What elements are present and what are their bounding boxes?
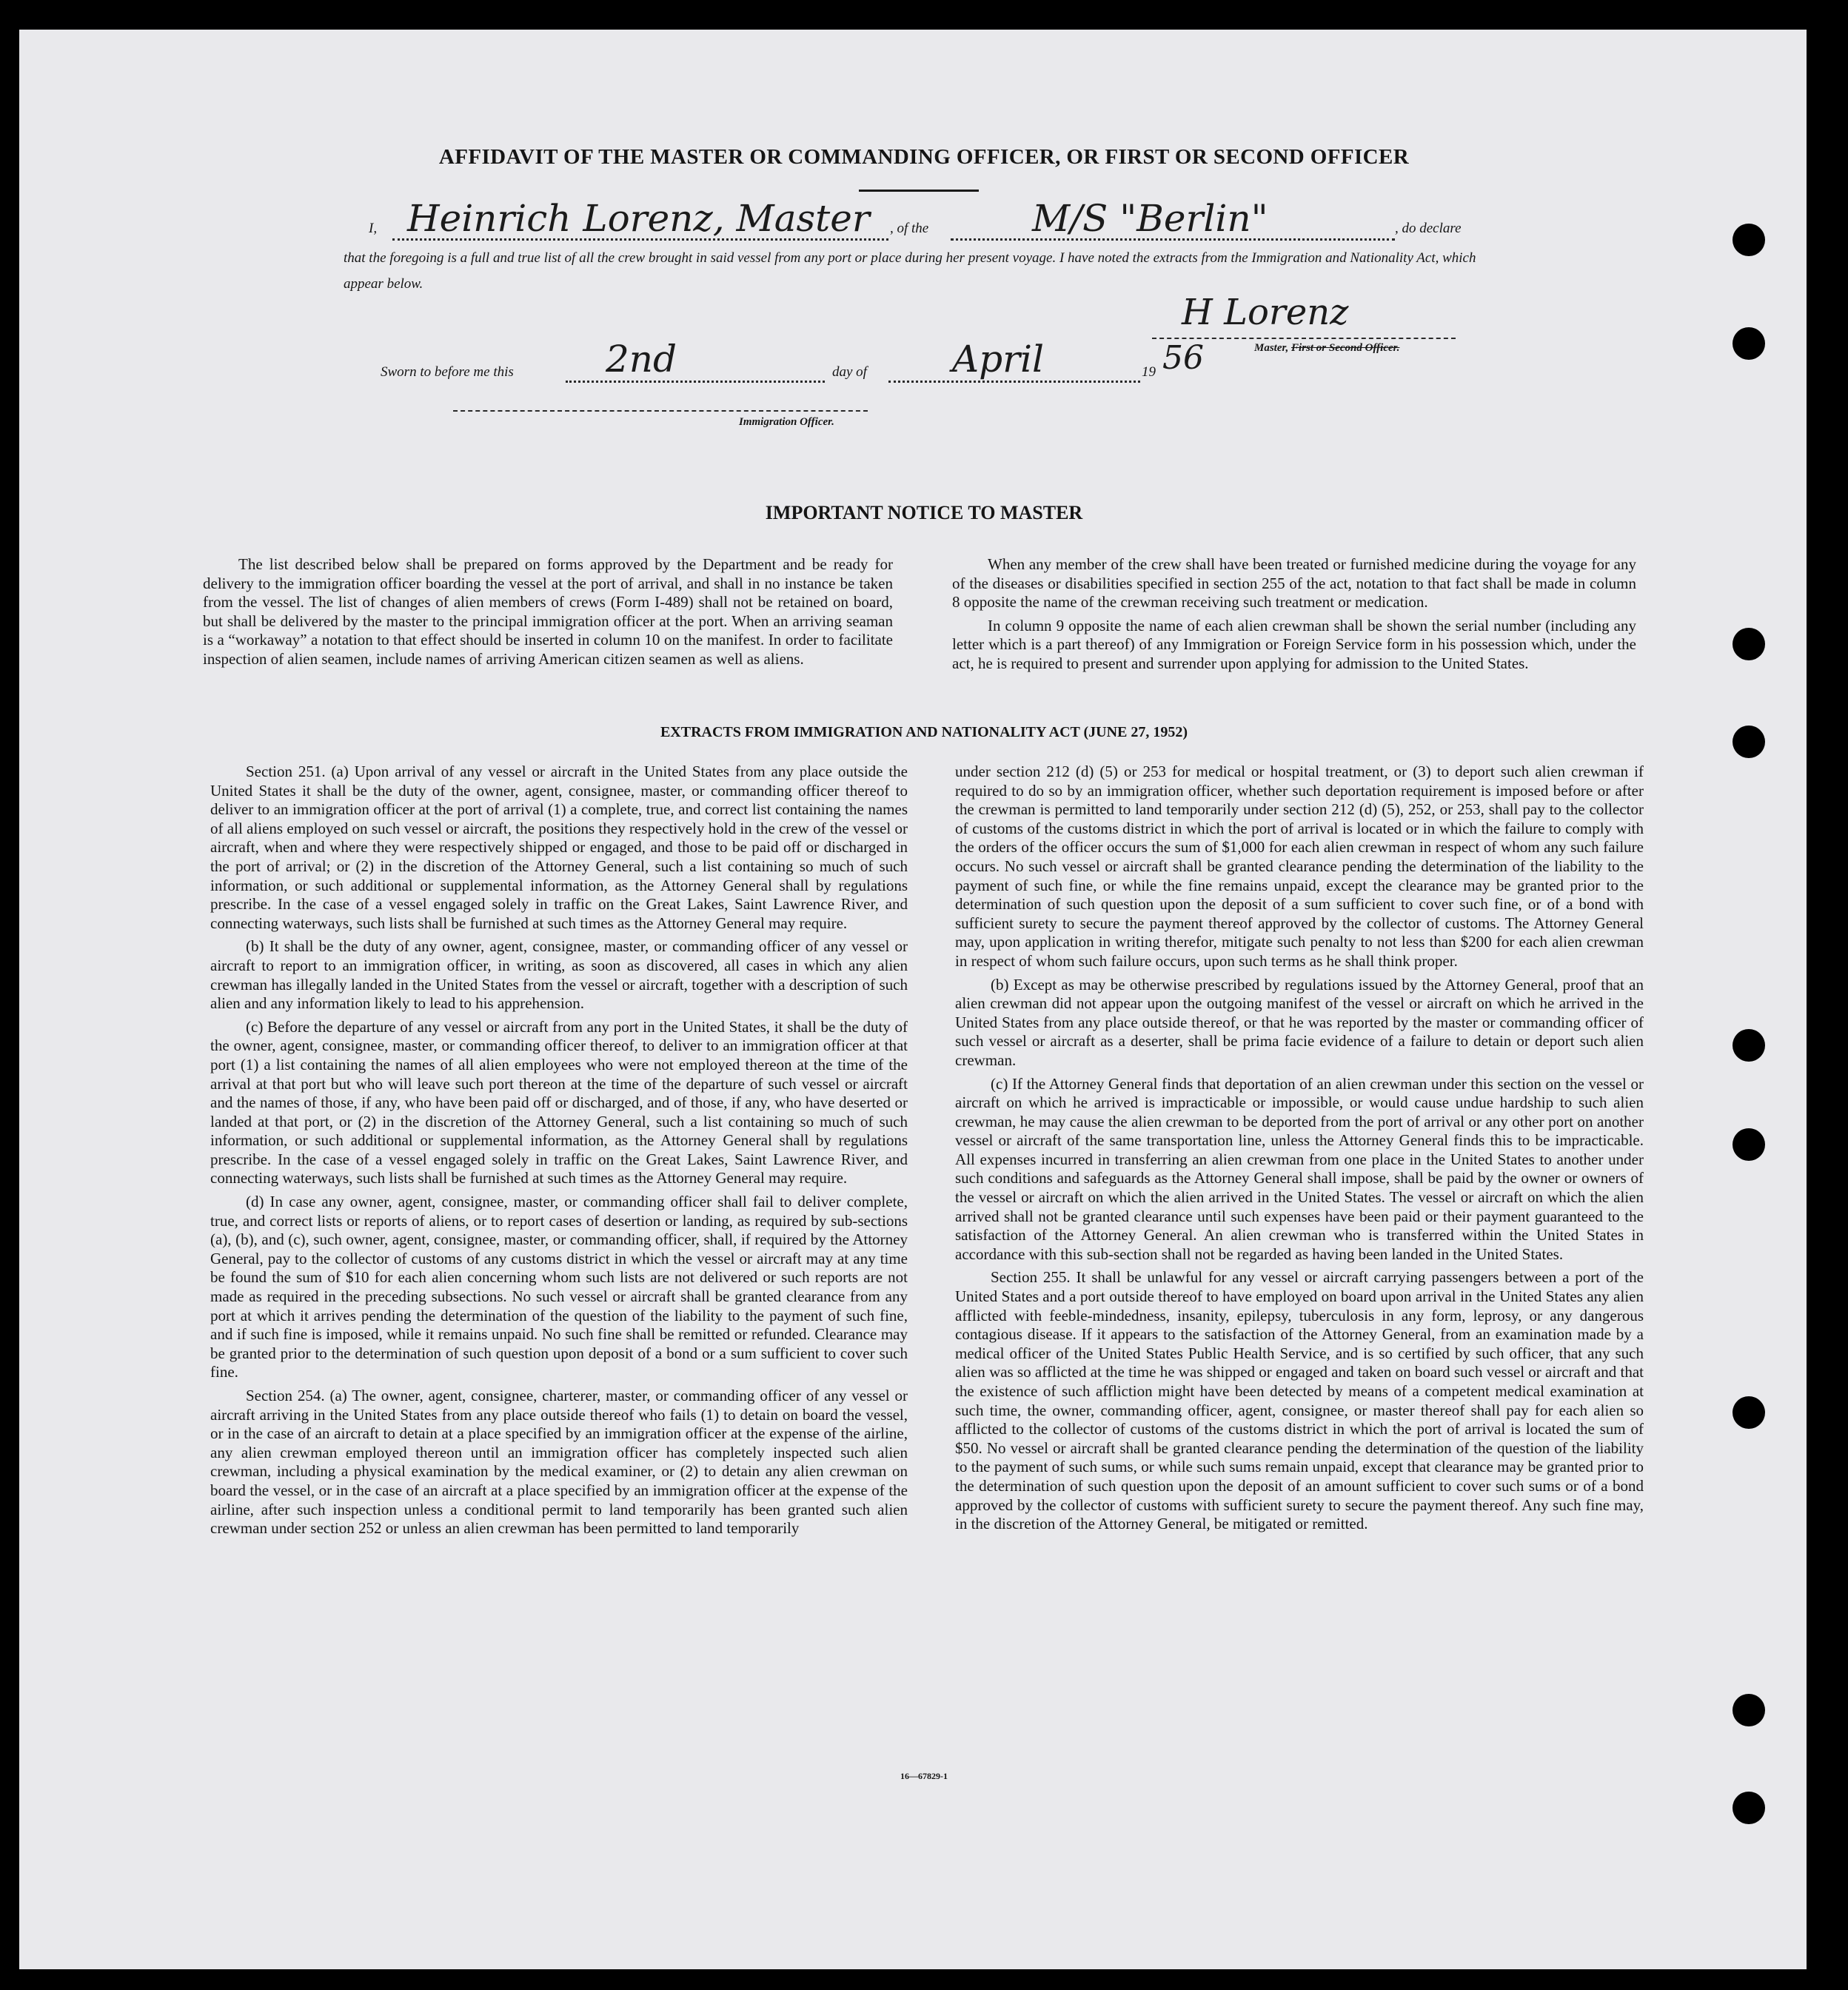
notice-paragraph: In column 9 opposite the name of each alien crewman shall be shown the serial number (including any letter which is a part thereof) of any Immigration or Foreign Service form in his possession which, under the act, he is required to present and surrender upon applying for admission to the United States. [952,616,1636,672]
extracts-right-column [955,763,1644,1538]
handwritten-vessel: M/S "Berlin" [1032,197,1268,240]
master-caption [1254,342,1399,355]
section-251a: Section 251. (a) Upon arrival of any vessel or aircraft in the United States from any place outside the United States it shall be the duty of the owner, agent, consignee, master, or commanding officer thereof to deliver to an immigration officer at the port of arrival (1) a complete, true, and correct list containing the names of all aliens employed on such vessel or aircraft, the positions they respectively hold in the crew of the vessel or aircraft, when and where they were respectively shipped or engaged, and those to be paid off or discharged in the port of arrival; or (2) in the discretion of the Attorney General, such a list containing so much of such information, or such additional or supplemental information, as the Attorney General shall by regulations prescribe. In the case of a vessel engaged solely in traffic on the Great Lakes, Saint Lawrence River, and connecting waterways, such lists shall be furnished at such times as the Attorney General may require. [210,763,908,932]
notice-paragraph: The list described below shall be prepared on forms approved by the Department and be ready for delivery to the immigration officer boarding the vessel at the port of arrival, and shall in no instance be taken from the vessel. The list of changes of alien members of crews (Form I-489) shall not be retained on board, but shall be delivered by the master to the principal immigration officer at the port. When an arriving seaman is a “workaway” a notation to that effect should be inserted in column 10 on the manifest. In order to facilitate inspection of alien seamen, include names of arriving American citizen seamen as well as aliens. [203,555,893,668]
punch-hole [1732,327,1765,360]
punch-hole [1732,224,1765,256]
affidavit-title: AFFIDAVIT OF THE MASTER OR COMMANDING OFFICER, OR FIRST OR SECOND OFFICER [438,145,1410,169]
section-254a: Section 254. (a) The owner, agent, consignee, charterer, master, or commanding officer of any vessel or aircraft arriving in the United States from any place outside thereof who fails (1) to detain on board the vessel, or in the case of an aircraft to detain at a place specified by an immigration officer at the expense of the airline, any alien crewman employed thereon until an immigration officer has completely inspected such alien crewman, including a physical examination by the medical examiner, or (2) to detain any alien crewman on board the vessel, or in the case of an aircraft at a place specified by an immigration officer at the expense of the airline, after such inspection unless a conditional permit to land temporarily has been granted such alien crewman under section 252 or unless an alien crewman has been permitted to land temporarily [210,1387,908,1538]
year-prefix: 19 [1142,364,1156,380]
punch-hole [1732,1128,1765,1161]
form-code: 16—67829-1 [900,1771,948,1781]
notice-title: IMPORTANT NOTICE TO MASTER [765,502,1083,523]
notice-right-column [952,555,1636,678]
officer-signature-field[interactable] [453,400,868,412]
punch-hole [1732,1396,1765,1429]
do-declare-label: , do declare [1395,221,1462,236]
handwritten-day: 2nd [606,338,677,381]
section-254c: (c) If the Attorney General finds that deportation of an alien crewman under this section on the vessel or aircraft on which he arrived is impracticable or impossible, or would cause undue hardship to such alien crewman, he may cause the alien crewman to be deported from the port of arrival or any other port on another vessel or aircraft of the same transportation line, unless the Attorney General finds this to be impracticable. All expenses incurred in transferring an alien crewman from one place in the United States to another under such conditions and safeguards as the Attorney General shall impose, shall be paid by the owner or owners of the vessel or aircraft on which the alien arrived in the United States. The vessel or aircraft on which the alien arrived shall not be granted clearance until such expenses have been paid or their payment guaranteed to the satisfaction of the Attorney General. An alien crewman who is transferred within the United States in accordance with this sub-section shall not be regarded as having been landed in the United States. [955,1074,1644,1263]
punch-hole [1732,1029,1765,1062]
punch-hole [1732,1694,1765,1726]
section-251b: (b) It shall be the duty of any owner, agent, consignee, master, or commanding officer of any vessel or aircraft to report to an immigration officer, in writing, as soon as discovered, all cases in which any alien crewman has illegally landed in the United States from the vessel or aircraft, together with a description of such alien and any information likely to lead to his apprehension. [210,937,908,1013]
day-field[interactable] [566,338,825,383]
handwritten-signature: H Lorenz [1182,292,1349,333]
vessel-field[interactable] [951,197,1395,241]
section-251d: (d) In case any owner, agent, consignee, master, or commanding officer shall fail to deliver complete, true, and correct lists or reports of aliens, or to report cases of desertion or landing, as required by sub-sections (a), (b), and (c), such owner, agent, consignee, master, or commanding officer, shall, if required by the Attorney General, pay to the collector of customs of any customs district in which the vessel or aircraft may at any time be found the sum of $10 for each alien concerning whom such lists are not delivered or such reports are not made as required in the preceding subsections. No such vessel or aircraft shall be granted clearance from any port at which it arrives pending the determination of the question of the liability to the payment of such fine, and if such fine is imposed, while it remains unpaid. No such fine shall be remitted or refunded. Clearance may be granted prior to the determination of such question upon deposit of a bond or a sum sufficient to cover such fine. [210,1193,908,1381]
officer-caption: Immigration Officer. [739,416,834,428]
handwritten-year: 56 [1162,339,1204,377]
extracts-left-column [210,763,908,1543]
name-field[interactable] [392,197,888,241]
sworn-label: Sworn to before me this [381,364,514,380]
notice-left-column [203,555,893,674]
handwritten-month: April [952,338,1044,381]
section-254b: (b) Except as may be otherwise prescribed by regulations issued by the Attorney General, proof that an alien crewman did not appear upon the outgoing manifest of the vessel or aircraft on which he arrived in the United States from any place outside thereof, or that he was reported by the master or commanding officer of such vessel or aircraft as a deserter, shall be prima facie evidence of a failure to detain or deport such alien crewman. [955,975,1644,1069]
punch-hole [1732,628,1765,660]
section-255: Section 255. It shall be unlawful for any vessel or aircraft carrying passengers between a port of the United States and a port outside thereof to have employed on board upon arrival in the United States any alien afflicted with feeble-mindedness, insanity, epilepsy, tuberculosis in any form, leprosy, or any dangerous contagious disease. If it appears to the satisfaction of the Attorney General, from an examination made by a medical officer of the United States Public Health Service, and is so certified by such officer, that any such alien was so afflicted at the time he was shipped or engaged and taken on board such vessel or aircraft and that the existence of such affliction might have been detected by means of a competent medical examination at such time, the owner, commanding officer, agent, consignee, or master thereof shall pay for each alien so afflicted to the collector of customs of the customs district in which the port of arrival is located the sum of $50. No vessel or aircraft shall be granted clearance pending the determination of the question of the liability to the payment of such sums, or while such sums remain unpaid, except that clearance may be granted prior to the determination of such question upon the deposit of an amount sufficient to cover such sums or of a bond approved by the collector of customs with sufficient surety to secure the payment thereof. Any such fine may, in the discretion of the Attorney General, be mitigated or remitted. [955,1268,1644,1533]
handwritten-name: Heinrich Lorenz, Master [407,197,870,240]
of-the-label: , of the [890,221,929,236]
notice-paragraph: When any member of the crew shall have been treated or furnished medicine during the voyage for any of the diseases or disabilities specified in section 255 of the act, notation to that fact shall be made in column 8 opposite the name of the crewman receiving such treatment or medication. [952,555,1636,612]
struck-officer-caption: First or Second Officer. [1291,342,1400,354]
i-label: I, [369,221,378,236]
day-of-label: day of [832,364,867,380]
signature-field[interactable] [1152,292,1456,339]
extracts-title: EXTRACTS FROM IMMIGRATION AND NATIONALITY ACT (JUNE 27, 1952) [660,724,1188,740]
section-251c: (c) Before the departure of any vessel or aircraft from any port in the United States, it shall be the duty of the owner, agent, consignee, master, or commanding officer thereof, to deliver to an immigration officer at that port (1) a list containing the names of all alien employees who were not employed thereon at the time of the arrival at that port but who will leave such port thereon at the time of the departure of such vessel or aircraft and the names of those, if any, who have been paid off or discharged, and of those, if any, who have deserted or landed at that port, or (2) in the discretion of the Attorney General, such a list containing so much of such information, or such additional or supplemental information, as the Attorney General shall by regulations prescribe. In the case of a vessel engaged solely in traffic on the Great Lakes, Saint Lawrence River, and connecting waterways, such lists shall be furnished at such times as the Attorney General may require. [210,1017,908,1187]
punch-hole [1732,726,1765,758]
title-rule [859,190,979,192]
section-254a-continued: under section 212 (d) (5) or 253 for medical or hospital treatment, or (3) to deport such alien crewman if required to do so by an immigration officer, whether such deportation requirement is imposed before or after the crewman is permitted to land temporarily under section 212 (d) (5), 252, or 253, shall pay to the collector of customs of the customs district in which the port of arrival is located or in which the failure to comply with the orders of the officer occurs the sum of $1,000 for each alien crewman in respect of whom any such failure occurs. No such vessel or aircraft shall be granted clearance pending the determination of the liability to the payment of such fine, or while the fine remains unpaid, except the clearance may be granted prior to the determination of such question upon the deposit of a sum sufficient to cover such fine, or of a bond with sufficient surety to secure the payment thereof approved by the collector of customs. The Attorney General may, upon application in writing therefor, mitigate such penalty to not less than $200 for each alien crewman in respect of whom such failure occurs, upon such terms as he shall think proper. [955,763,1644,970]
declaration-text: that the foregoing is a full and true list of all the crew brought in said vessel from any port or place during her present voyage. I have noted the extracts from the Immigration and Nationality Act, which appear below. [344,250,1476,292]
month-field[interactable] [888,338,1140,383]
punch-hole [1732,1792,1765,1824]
master-caption-text: Master, [1254,342,1289,354]
